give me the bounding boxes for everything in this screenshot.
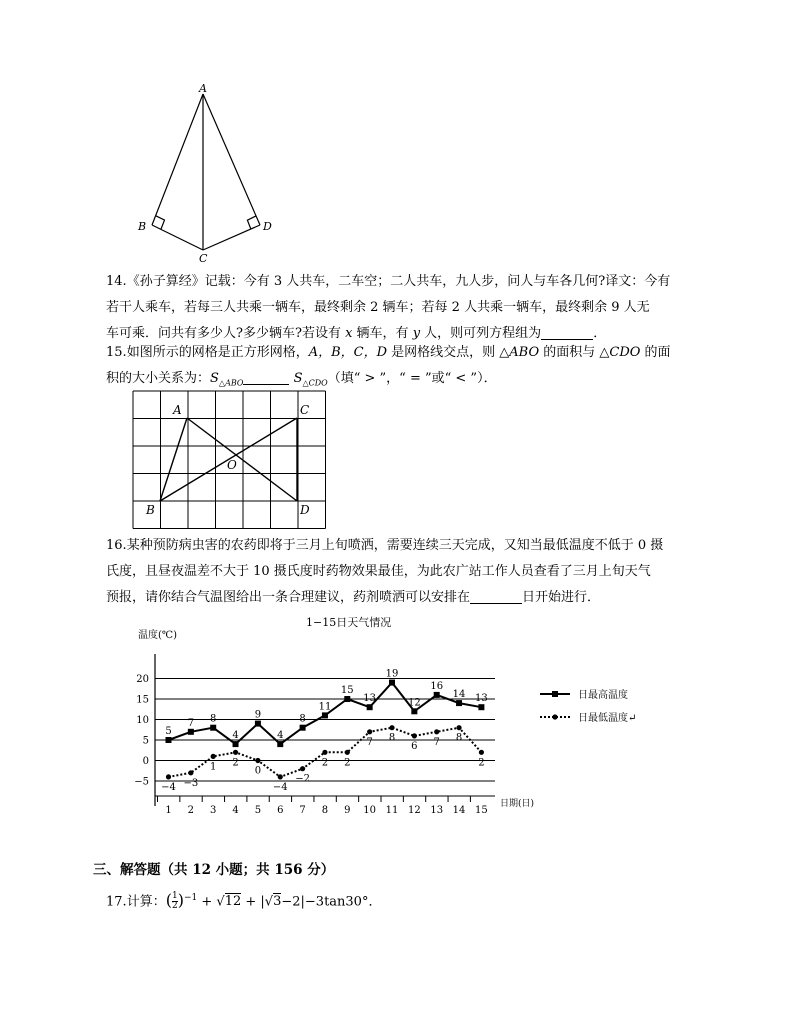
s-cdo-sub: △CDO: [302, 378, 328, 388]
q14-line3b: 辆车，有: [352, 326, 413, 341]
high-point: [188, 729, 194, 735]
answer-blank-15[interactable]: [243, 370, 289, 385]
y-tick-label: 15: [136, 694, 149, 706]
x-tick-label: 5: [254, 805, 262, 816]
low-value-label: −4: [161, 781, 176, 793]
low-value-label: −3: [183, 777, 199, 789]
q15-cdo: CDO: [609, 345, 641, 360]
low-value-label: 7: [433, 736, 440, 748]
low-value-label: 1: [210, 761, 217, 773]
low-point: [211, 754, 216, 759]
low-point: [367, 729, 372, 734]
high-point: [255, 721, 261, 727]
q16-line2: 氏度，且昼夜温差不大于 10 摄氏度时药物效果最佳，为此农广站工作人员查看了三月上旬天气: [106, 564, 651, 579]
low-point: [389, 725, 394, 730]
q15-line2b: （填“ > ”，“ = ”或“ < ”）．: [327, 371, 497, 386]
answer-blank-14[interactable]: [541, 325, 593, 340]
temperature-chart: [130, 610, 637, 825]
q15-line1c: 的面积与 △: [539, 345, 610, 360]
low-point: [345, 750, 350, 755]
high-value-label: 11: [318, 701, 332, 713]
x-tick-label: 11: [385, 805, 399, 816]
section-title: 三、解答题（共 12 小题；共 156 分）: [93, 862, 335, 878]
segment-ab-grid: [160, 418, 187, 501]
q15-abo: ABO: [509, 345, 540, 360]
y-tick-label: 20: [136, 674, 149, 685]
grid-label-b: B: [146, 503, 155, 517]
radicand-12: 12: [224, 894, 242, 910]
paren-close: ): [177, 890, 184, 910]
x-tick-label: 2: [187, 805, 195, 816]
low-point: [255, 758, 260, 763]
high-value-label: 4: [277, 730, 284, 742]
high-point: [233, 741, 239, 747]
legend-low-marker: [552, 714, 557, 719]
low-value-label: 0: [254, 765, 262, 777]
segment-dc: [203, 225, 260, 250]
segment-ad: [203, 94, 260, 225]
high-value-label: 12: [407, 697, 421, 709]
q15-vars: A，B，C，D: [308, 345, 388, 360]
q15-line1d: 的面: [640, 345, 671, 360]
q16-line1: 某种预防病虫害的农药即将于三月上旬喷洒，需要连续三天完成，又知当最低温度不低于 0 摄: [126, 538, 664, 553]
question-15: [106, 340, 686, 397]
q15-line1a: 如图所示的网格是正方形网格，: [126, 345, 309, 360]
segment-bc: [152, 225, 203, 250]
q17-plus1: +: [197, 894, 217, 910]
high-point: [411, 708, 417, 714]
high-value-label: 13: [475, 693, 488, 705]
high-value-label: 9: [254, 709, 262, 721]
low-value-label: 8: [455, 732, 463, 744]
question-number: 17.: [106, 894, 127, 910]
question-16: [106, 533, 686, 611]
exponent: −1: [183, 893, 198, 903]
y-tick-label: −5: [134, 776, 149, 788]
x-tick-label: 7: [299, 805, 306, 816]
x-tick-label: 8: [321, 805, 329, 816]
high-point: [210, 725, 216, 731]
low-point: [166, 774, 171, 779]
legend-low-label: 日最低温度↵: [578, 713, 637, 724]
q14-line2: 若干人乘车，若每三人共乘一辆车，最终剩余 2 辆车；若每 2 人共乘一辆车，最终剩余 9 人无: [106, 300, 650, 315]
s-abo-sub: △ABO: [218, 378, 244, 388]
x-tick-label: 6: [277, 805, 284, 816]
grid-label-d: D: [300, 503, 310, 517]
high-value-label: 8: [299, 713, 306, 725]
high-value-label: 4: [232, 730, 239, 742]
x-tick-label: 9: [344, 805, 351, 816]
high-point: [344, 696, 350, 702]
low-value-label: 2: [232, 757, 239, 769]
low-point: [434, 729, 439, 734]
high-point: [389, 680, 395, 686]
q14-end: ．: [593, 326, 607, 341]
question-17: 17.计算：( $\frac{1}{2}$ )$^{-1}$ + √12 + |√3−2|−3tan30°．: [106, 890, 382, 912]
high-point: [277, 741, 283, 747]
x-tick-label: 12: [407, 805, 421, 816]
q17-rest: −2|−3tan30°．: [281, 894, 382, 910]
high-value-label: 16: [430, 680, 444, 692]
var-y: y: [412, 326, 421, 341]
high-point: [478, 704, 484, 710]
segment-ad-diag: [187, 418, 297, 501]
low-point: [188, 770, 193, 775]
high-value-label: 13: [363, 693, 377, 705]
var-x: x: [345, 326, 353, 341]
low-value-label: 2: [478, 757, 485, 769]
frac-den: 2: [171, 901, 178, 912]
y-tick-label: 0: [142, 756, 149, 767]
x-tick-label: 4: [232, 805, 239, 816]
q15-line1b: 是网格线交点，则 △: [387, 345, 510, 360]
label-a: A: [199, 82, 207, 95]
chart-xlabel: 日期(日): [500, 799, 535, 809]
high-point: [434, 692, 440, 698]
low-value-label: −4: [272, 781, 288, 793]
grid-label-o: O: [227, 458, 237, 472]
high-value-label: 5: [165, 726, 172, 737]
chart-title: 1−15日天气情况: [306, 616, 392, 629]
paren-open: (: [165, 890, 172, 910]
label-b: B: [138, 220, 147, 233]
y-tick-label: 5: [142, 735, 149, 747]
x-tick-label: 10: [363, 805, 377, 816]
label-d: D: [263, 220, 272, 233]
y-tick-label: 10: [136, 715, 149, 726]
legend-high-label: 日最高温度: [578, 690, 628, 701]
high-value-label: 14: [452, 689, 466, 701]
s-abo: S: [210, 371, 219, 386]
question-number: 16.: [106, 538, 127, 553]
high-point: [166, 737, 172, 743]
high-value-label: 7: [187, 717, 195, 729]
high-point: [456, 700, 462, 706]
q14-line1: 《孙子算经》记载：今有 3 人共车，二车空；二人共车，九人步，问人与车各几何?译文：今有: [126, 274, 671, 289]
low-value-label: −2: [295, 773, 310, 785]
low-point: [412, 733, 417, 738]
chart-ylabel: 温度(℃): [138, 630, 177, 641]
s-cdo: S: [293, 371, 303, 386]
question-number: 15.: [106, 345, 127, 360]
question-14: [106, 269, 686, 347]
low-point: [456, 725, 461, 730]
high-value-label: 15: [340, 685, 354, 696]
high-point: [367, 704, 373, 710]
q17-prefix: 计算：: [126, 894, 166, 910]
legend-high-marker: [552, 691, 558, 697]
high-point: [322, 712, 328, 718]
x-tick-label: 15: [475, 805, 488, 816]
q14-line3c: 人，则可列方程组为: [420, 326, 542, 341]
frac-num: 1: [171, 891, 178, 902]
low-point: [322, 750, 327, 755]
low-value-label: 2: [321, 757, 329, 769]
q16-line3a: 预报，请你结合气温图给出一条合理建议，药剂喷洒可以安排在: [106, 590, 471, 605]
radicand-3: 3: [273, 894, 282, 910]
segment-ab: [152, 94, 203, 225]
square-grid-figure: [130, 390, 326, 530]
low-point: [233, 750, 238, 755]
x-tick-label: 14: [452, 805, 466, 816]
low-value-label: 7: [366, 736, 373, 748]
high-value-label: 8: [210, 713, 217, 725]
label-c: C: [199, 252, 208, 265]
q15-line2a: 积的大小关系为：: [106, 371, 211, 386]
question-number: 14.: [106, 274, 127, 289]
low-value-label: 8: [388, 732, 396, 744]
grid-label-a: A: [173, 403, 182, 417]
high-point: [300, 725, 306, 731]
low-point: [278, 774, 283, 779]
kite-figure: [130, 82, 280, 265]
high-value-label: 19: [385, 668, 399, 680]
low-point: [479, 750, 484, 755]
low-point: [300, 766, 305, 771]
q16-line3b: 日开始进行．: [522, 590, 601, 605]
x-tick-label: 3: [210, 805, 217, 816]
low-value-label: 6: [411, 740, 418, 752]
q17-plus2: + |: [241, 894, 265, 910]
q14-line3a: 车可乘．问共有多少人?多少辆车?若设有: [106, 326, 346, 341]
grid-label-c: C: [300, 403, 310, 417]
answer-blank-16[interactable]: [470, 589, 522, 604]
x-tick-label: 1: [165, 805, 172, 816]
low-value-label: 2: [344, 757, 351, 769]
x-tick-label: 13: [430, 805, 444, 816]
